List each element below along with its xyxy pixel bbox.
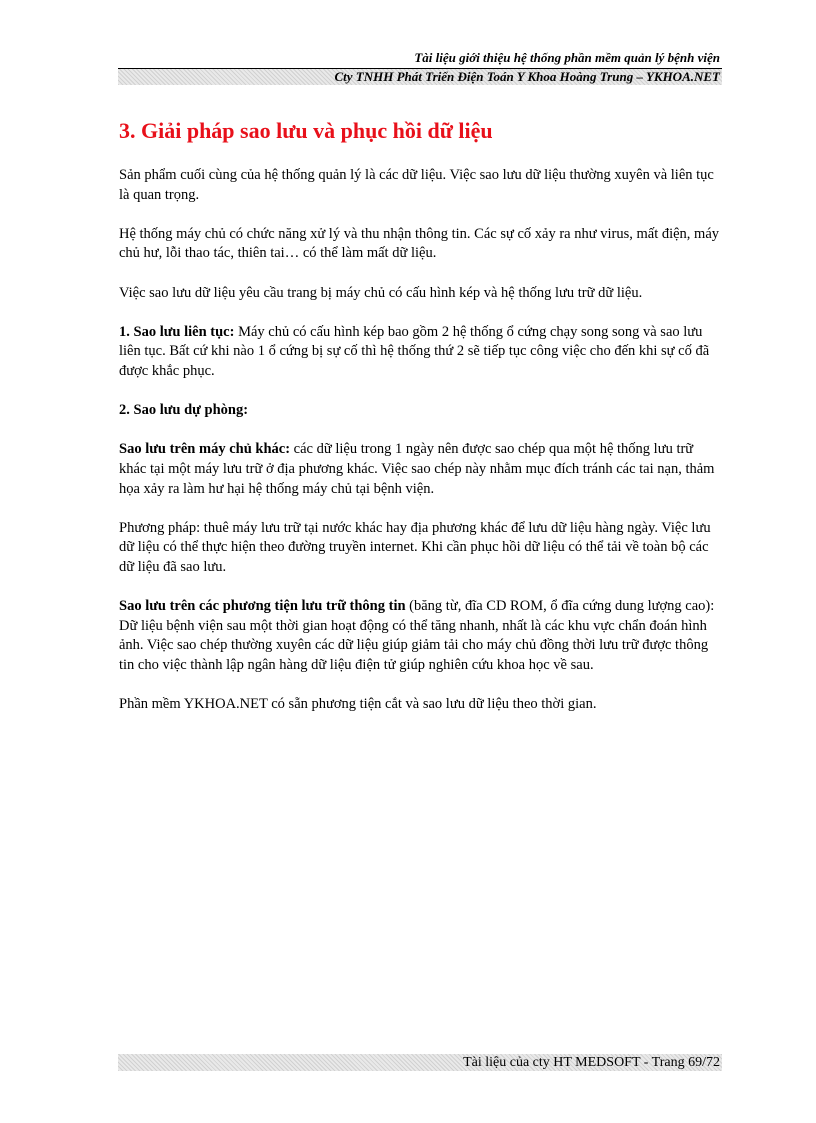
paragraph-storage-media-backup: [119, 597, 721, 675]
section-title: 3. Giải pháp sao lưu và phục hồi dữ liệu: [119, 118, 493, 143]
page-footer: Tài liệu của cty HT MEDSOFT - Trang 69/72: [463, 1055, 720, 1070]
paragraph-method: Phương pháp: thuê máy lưu trữ tại nước khác hay địa phương khác để lưu dữ liệu hàng ngày. Việc lưu dữ liệu có thể thực hiện theo đường truyền internet. Khi cần phục hồi dữ liệu có thể tải về toàn bộ các dữ liệu đã sao lưu.: [119, 519, 711, 575]
standby-backup-heading: 2. Sao lưu dự phòng:: [119, 402, 249, 419]
continuous-backup-heading: 1. Sao lưu liên tục:: [119, 323, 235, 340]
document-body: [119, 166, 721, 734]
paragraph-other-server-backup: [119, 440, 721, 499]
paragraph-server-system: Hệ thống máy chủ có chức năng xử lý và thu nhận thông tin. Các sự cố xảy ra như virus, mất điện, máy chủ hư, lỗi thao tác, thiên tai… có thể làm mất dữ liệu.: [119, 225, 720, 262]
other-server-backup-heading: Sao lưu trên máy chủ khác:: [119, 441, 291, 458]
continuous-backup-text: Máy chủ có cấu hình kép bao gồm 2 hệ thống ổ cứng chạy song song và sao lưu liên tục. Bất cứ khi nào 1 ổ cứng bị sự cố thì hệ thống thứ 2 sẽ tiếp tục công việc cho đến khi sự cố đã được khắc phục.: [119, 323, 710, 379]
document-header-subtitle: Cty TNHH Phát Triển Điện Toán Y Khoa Hoàng Trung – YKHOA.NET: [334, 69, 720, 84]
storage-media-backup-heading: Sao lưu trên các phương tiện lưu trữ thông tin: [119, 598, 406, 615]
other-server-backup-text: các dữ liệu trong 1 ngày nên được sao chép qua một hệ thống lưu trữ khác tại một máy lưu trữ ở địa phương khác. Việc sao chép này nhằm mục đích tránh các tai nạn, thảm họa xảy ra làm hư hại hệ thống máy chủ tại bệnh viện.: [119, 441, 715, 497]
storage-media-backup-text: (băng từ, đĩa CD ROM, ổ đĩa cứng dung lượng cao): Dữ liệu bệnh viện sau một thời gian hoạt động có thể tăng nhanh, nhất là các khu vực chẩn đoán hình ảnh. Việc sao chép thường xuyên các dữ liệu giúp giảm tải cho máy chủ đồng thời lưu trữ được thông tin cho việc thành lập ngân hàng dữ liệu điện tử giúp nghiên cứu khoa học về sau.: [119, 598, 715, 673]
document-header-title: Tài liệu giới thiệu hệ thống phần mềm quản lý bệnh viện: [414, 50, 720, 65]
paragraph-intro: Sản phẩm cuối cùng của hệ thống quản lý là các dữ liệu. Việc sao lưu dữ liệu thường xuyên và liên tục là quan trọng.: [119, 167, 714, 203]
paragraph-requirements: Việc sao lưu dữ liệu yêu cầu trang bị máy chủ có cấu hình kép và hệ thống lưu trữ dữ liệu.: [119, 284, 643, 301]
paragraph-continuous-backup: [119, 323, 721, 382]
paragraph-software-feature: Phần mềm YKHOA.NET có sẵn phương tiện cắt và sao lưu dữ liệu theo thời gian.: [119, 696, 597, 713]
paragraph-standby-backup: [119, 401, 721, 421]
